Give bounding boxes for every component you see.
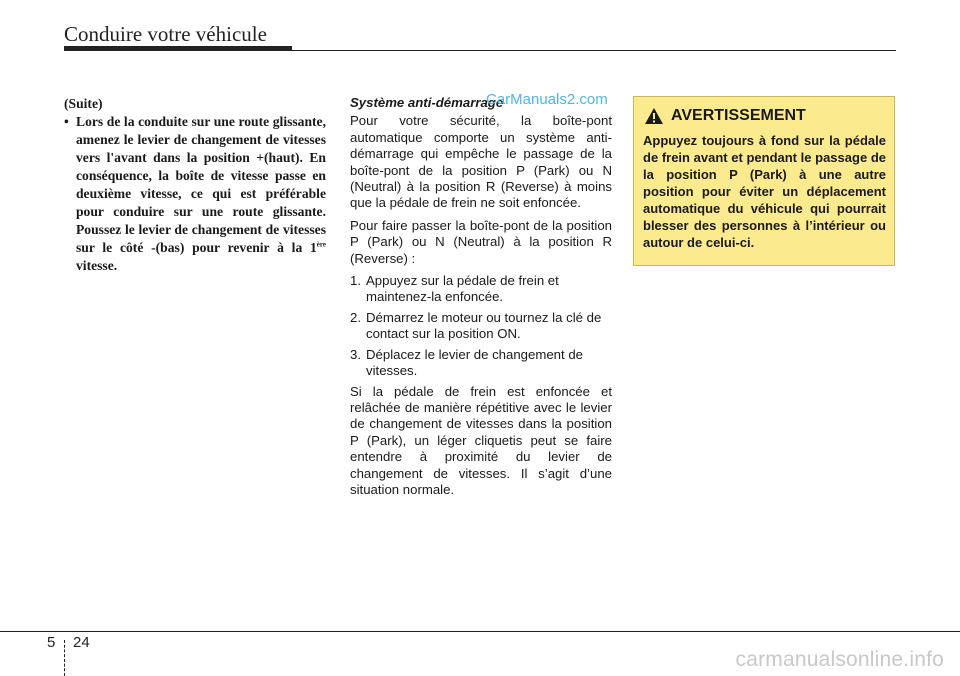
header-rule-thin (292, 50, 896, 51)
warning-header (644, 107, 806, 125)
warning-text: Appuyez toujours à fond sur la pédale de frein avant et pendant le passage de la position P (Park) à une autre position pour éviter un déplacement automatique du véhicule qui pourrait blesser des personnes à l’intérieur ou autour de celui-ci. (643, 133, 886, 250)
bullet-item (64, 113, 326, 275)
page-number: 24 (73, 634, 90, 651)
procedure-step (350, 347, 612, 380)
bullet-mark: • (64, 114, 69, 129)
bullet-text-main: Lors de la conduite sur une route glissante, amenez le levier de changement de vitesses vers l'avant dans la position +(haut). En conséquence, la boîte de vitesse passe en deuxième vitesse, ce qui est préférable pour conduire sur une route glissante. Poussez le levier de changement de vitesses sur le côté -(bas) pour revenir à la 1 (76, 114, 326, 255)
step-text: Démarrez le moteur ou tournez la clé de contact sur la position ON. (366, 309, 602, 342)
procedure-step (350, 273, 612, 306)
warning-title: AVERTISSEMENT (671, 107, 806, 124)
continued-label: (Suite) (64, 96, 103, 111)
site-watermark[interactable]: carmanualsonline.info (735, 648, 944, 671)
warning-box (633, 96, 895, 266)
step-text: Appuyez sur la pédale de frein et maintenez-la enfoncée. (366, 273, 559, 305)
paragraph-procedure: Pour faire passer la boîte-pont de la position P (Park) ou N (Neutral) à la position R (Reverse) : (350, 217, 612, 266)
footer-rule (0, 631, 960, 632)
paragraph-note: Si la pédale de frein est enfoncée et relâchée de manière répétitive avec le levier de changement de vitesses dans la position P (Park), un léger cliquetis peut se faire entendre à proximité du levier de changement de vitesses. Il s’agit d’une situation normale. (350, 383, 612, 497)
bullet-superscript: ère (316, 240, 326, 249)
section-number: 5 (47, 634, 56, 651)
middle-column (350, 95, 612, 504)
step-number: 3. (350, 346, 361, 362)
paragraph-intro: Pour votre sécurité, la boîte-pont automatique comporte un système anti-démarrage qui empêche le passage de la boîte-pont de la position P (Park) ou N (Neutral) à la position R (Reverse) à moins que la pédale de frein ne soit enfoncée. (350, 113, 612, 211)
left-column (64, 95, 326, 275)
step-number: 2. (350, 309, 361, 325)
procedure-step (350, 310, 612, 343)
header-rule-thick (64, 46, 292, 51)
section-subtitle: Système anti-démarrage (350, 95, 504, 110)
step-number: 1. (350, 273, 361, 289)
warning-triangle-icon (644, 107, 664, 125)
footer-divider (64, 640, 65, 676)
bullet-text (76, 113, 326, 275)
watermark-link[interactable]: CarManuals2.com (486, 91, 608, 108)
page-header-title: Conduire votre véhicule (64, 22, 267, 46)
bullet-text-end: vitesse. (76, 258, 118, 273)
step-text: Déplacez le levier de changement de vitesses. (366, 346, 583, 379)
